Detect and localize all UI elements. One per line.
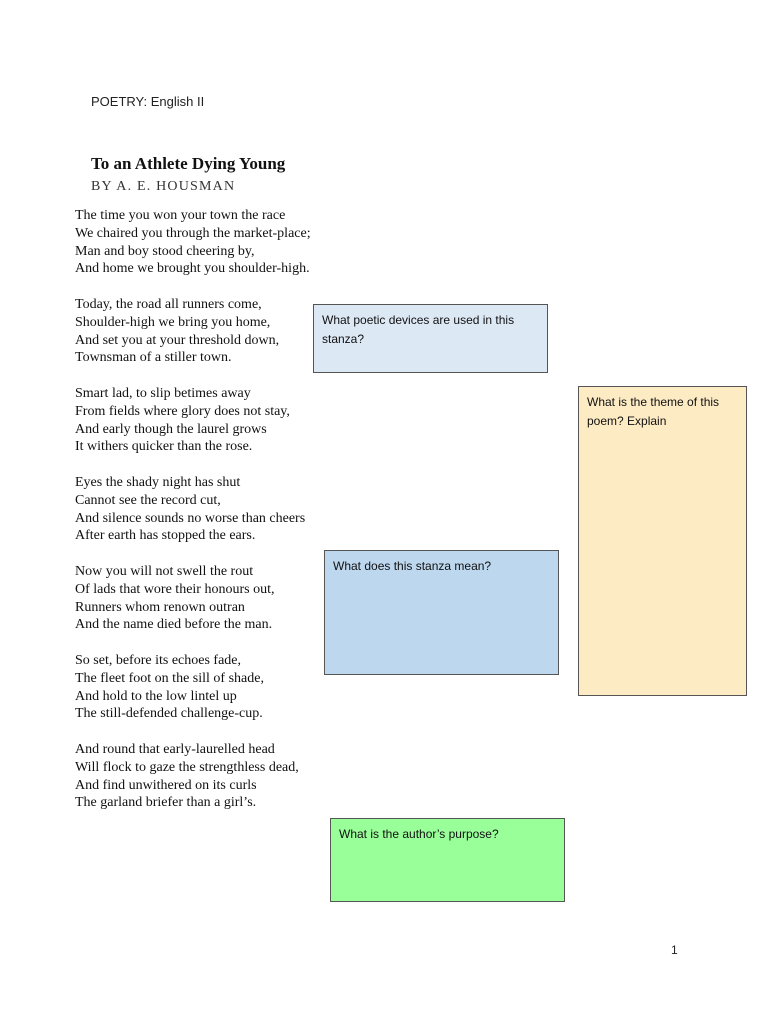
poem-line: Cannot see the record cut, — [75, 492, 221, 508]
stanza-3 — [75, 385, 311, 456]
poem-line: Man and boy stood cheering by, — [75, 243, 255, 259]
poem-line: The fleet foot on the sill of shade, — [75, 670, 264, 686]
poem-line: Smart lad, to slip betimes away — [75, 385, 251, 401]
page-number: 1 — [671, 943, 678, 957]
stanza-6 — [75, 652, 311, 723]
poem-line: The time you won your town the race — [75, 208, 286, 223]
note-theme[interactable]: What is the theme of this poem? Explain — [578, 386, 747, 696]
document-header: POETRY: English II — [91, 94, 205, 109]
poem-line: So set, before its echoes fade, — [75, 652, 241, 668]
poem-line: And set you at your threshold down, — [75, 332, 280, 348]
poem-line: The garland briefer than a girl’s. — [75, 795, 257, 811]
stanza-2 — [75, 296, 311, 367]
poem-line: And round that early-laurelled head — [75, 741, 275, 757]
poem-byline: BY A. E. HOUSMAN — [91, 179, 236, 194]
poem-line: Shoulder-high we bring you home, — [75, 314, 271, 330]
stanza-4 — [75, 474, 311, 545]
poem-title: To an Athlete Dying Young — [91, 154, 286, 173]
stanza-5 — [75, 563, 311, 634]
poem-line: Today, the road all runners come, — [75, 296, 262, 312]
poem-line: Will flock to gaze the strengthless dead, — [75, 759, 299, 775]
poem-line: Now you will not swell the rout — [75, 563, 254, 579]
poem-line: Eyes the shady night has shut — [75, 474, 241, 490]
poem-line: And find unwithered on its curls — [75, 777, 257, 793]
note-stanza-meaning[interactable]: What does this stanza mean? — [324, 550, 559, 675]
poem-line: And early though the laurel grows — [75, 421, 267, 437]
stanza-7 — [75, 741, 311, 812]
poem-line: And hold to the low lintel up — [75, 688, 237, 704]
poem-body — [75, 207, 311, 830]
poem-line: The still-defended challenge-cup. — [75, 706, 263, 722]
poem-line: And home we brought you shoulder-high. — [75, 261, 310, 277]
poem-line: Runners whom renown outran — [75, 599, 245, 615]
poem-line: From fields where glory does not stay, — [75, 403, 290, 419]
poem-line: It withers quicker than the rose. — [75, 439, 253, 455]
poem-line: We chaired you through the market-place; — [75, 225, 311, 241]
note-author-purpose[interactable]: What is the author’s purpose? — [330, 818, 565, 902]
stanza-1 — [75, 207, 311, 278]
poem-line: After earth has stopped the ears. — [75, 528, 256, 544]
poem-line: Townsman of a stiller town. — [75, 350, 232, 366]
note-poetic-devices[interactable]: What poetic devices are used in this stanza? — [313, 304, 548, 373]
poem-line: And the name died before the man. — [75, 617, 273, 633]
poem-line: Of lads that wore their honours out, — [75, 581, 275, 597]
poem-line: And silence sounds no worse than cheers — [75, 510, 306, 526]
